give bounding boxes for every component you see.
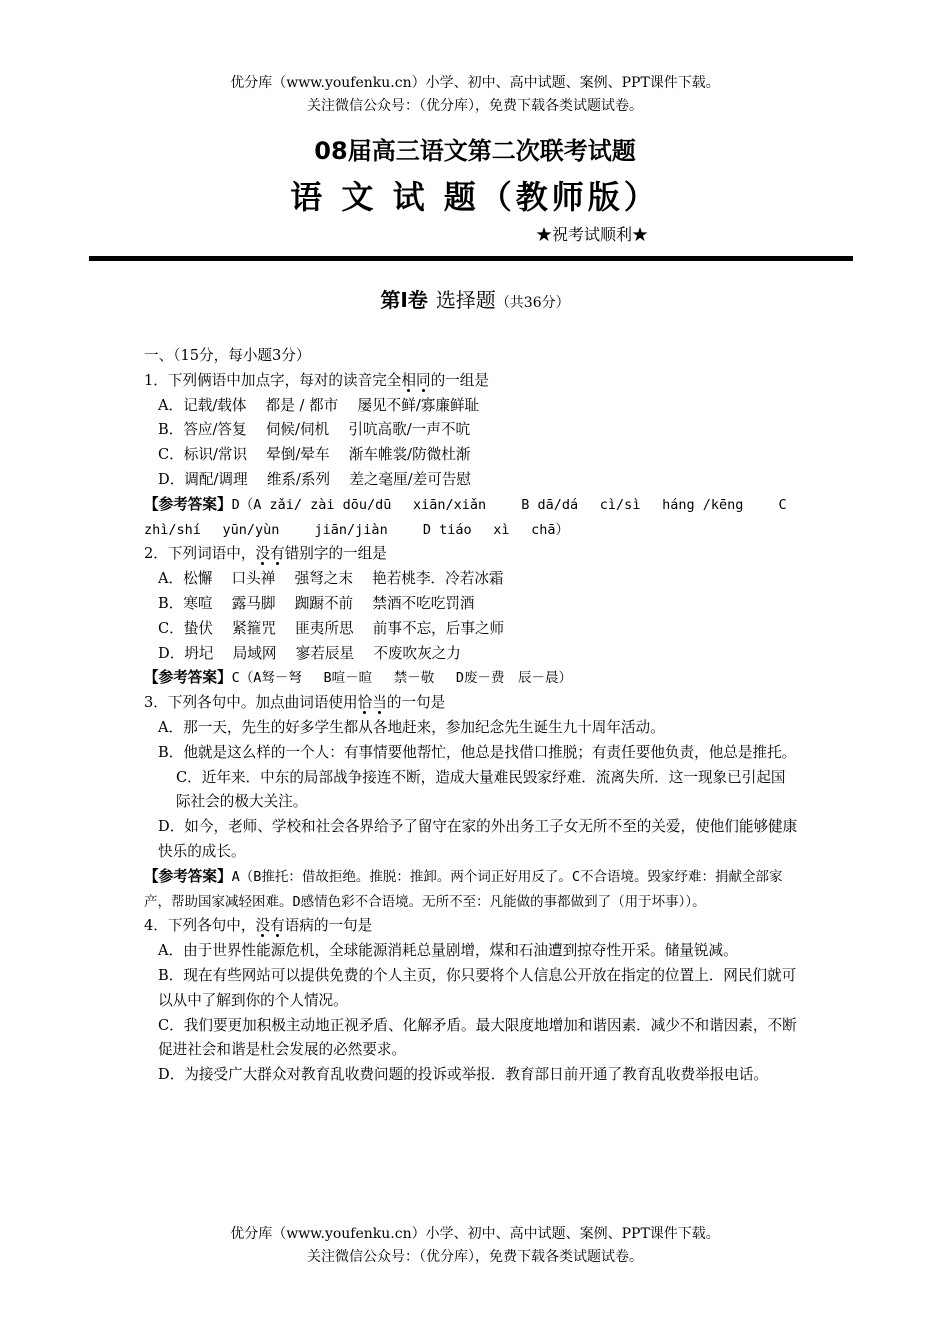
question-4-option-b: B．现在有些网站可以提供免费的个人主页，你只要将个人信息公开放在指定的位置上．网民们就可以从中了解到你的个人情况。 (158, 966, 797, 1009)
section-label: 第Ⅰ卷 (380, 288, 428, 312)
good-luck-line: ★祝考试顺利★ (536, 225, 649, 244)
section-heading (0, 284, 950, 313)
question-1-answer: 【参考答案】D（A zǎi/ zài dōu/dū xiān/xiǎn B dā/dá cì/sì háng /kēng C zhì/shí yūn/yùn jiān/jiàn D tiáo xì chā） (144, 495, 787, 538)
question-4-stem: 4．下列各句中，没有语病的一句是 (144, 917, 373, 935)
title-divider (89, 256, 853, 261)
question-3-stem: 3．下列各句中。加点曲词语使用恰当的一句是 (144, 694, 446, 712)
question-2-option-b: B．寒喧 露马脚 踟蹰不前 禁酒不吃吃罚酒 (158, 594, 475, 612)
section-name: 选择题 (435, 288, 496, 312)
question-4-option-d: D．为接受广大群众对教育乱收费问题的投诉或举报．教育部日前开通了教育乱收费举报电话。 (158, 1066, 769, 1084)
emphasis-dots: 没有 (255, 917, 285, 935)
question-2-option-d: D．坍圮 局域网 寥若辰星 不废吹灰之力 (158, 644, 461, 662)
question-2-stem: 2．下列词语中，没有错别字的一组是 (144, 545, 387, 563)
question-3-option-b: B．他就是这么样的一个人：有事情要他帮忙，他总是找借口推脱；有责任要他负责，他总是推托。 (158, 743, 797, 761)
section-points: （共36分） (495, 295, 570, 311)
emphasis-dots: 恰当 (357, 694, 387, 712)
exam-subtitle: 语 文 试 题（教师版） (290, 178, 660, 216)
question-1-option-a: A．记载/载体 都是 / 都市 屡见不鲜/寡廉鲜耻 (158, 396, 480, 414)
question-2-answer: 【参考答案】C（A驽－弩 B喧－暄 禁－敬 D废－费 辰－晨） (144, 669, 572, 687)
emphasis-dots: 没有 (255, 545, 285, 563)
question-4-option-c: C．我们要更加积极主动地正视矛盾、化解矛盾。最大限度地增加和谐因素．减少不和谐因素，不断促进社会和谐是杜会发展的必然要求。 (158, 1016, 797, 1059)
question-2-option-a: A．松懈 口头禅 强弩之末 艳若桃李．冷若冰霜 (158, 570, 504, 588)
question-3-answer: 【参考答案】A（B推托：借故拒绝。推脱：推卸。两个词正好用反了。C不合语境。毁家纾难：捐献全部家产，帮助国家减轻困难。D感情色彩不合语境。无所不至：凡能做的事都做到了（用于坏事））。 (144, 867, 783, 910)
question-3-option-d: D．如今，老师、学校和社会各界给予了留守在家的外出务工子女无所不至的关爱，使他们能够健康快乐的成长。 (158, 818, 798, 860)
footer-line-1: 优分库（www.youfenku.cn）小学、初中、高中试题、案例、PPT课件下载。 (230, 1226, 720, 1242)
emphasis-dots: 相同 (401, 371, 431, 389)
question-1-stem: 1．下列俩语中加点字，每对的读音完全相同的一组是 (144, 371, 489, 389)
question-1-option-c: C．标识/常识 晕倒/晕车 渐车帷裳/防微杜渐 (158, 446, 471, 464)
header-line-2: 关注微信公众号：（优分库），免费下载各类试题试卷。 (307, 98, 643, 114)
question-3-option-a: A．那一天，先生的好多学生都从各地赶来，参加纪念先生诞生九十周年活动。 (158, 718, 665, 736)
question-2-option-c: C．蛰伏 紧箍咒 匪夷所思 前事不忘，后事之师 (158, 619, 505, 637)
header-line-1: 优分库（www.youfenku.cn）小学、初中、高中试题、案例、PPT课件下载。 (230, 75, 720, 91)
part-heading: 一、（15分，每小题3分） (144, 347, 311, 364)
question-1-option-d: D．调配/调理 维系/系列 差之毫厘/差可告慰 (158, 470, 472, 488)
footer-line-2: 关注微信公众号：（优分库），免费下载各类试题试卷。 (307, 1249, 643, 1265)
question-1-option-b: B．答应/答复 伺候/伺机 引吭高歌/一声不吭 (158, 421, 471, 439)
exam-body (144, 344, 799, 1088)
question-3-option-c: C．近年来．中东的局部战争接连不断，造成大量难民毁家纾难．流离失所．这一现象已引起国际社会的极大关注。 (176, 768, 786, 811)
question-4-option-a: A．由于世界性能源危机，全球能源消耗总量剧增，煤和石油遭到掠夺性开采。储量锐减。 (158, 942, 738, 960)
exam-title: 08届高三语文第二次联考试题 (314, 137, 636, 165)
